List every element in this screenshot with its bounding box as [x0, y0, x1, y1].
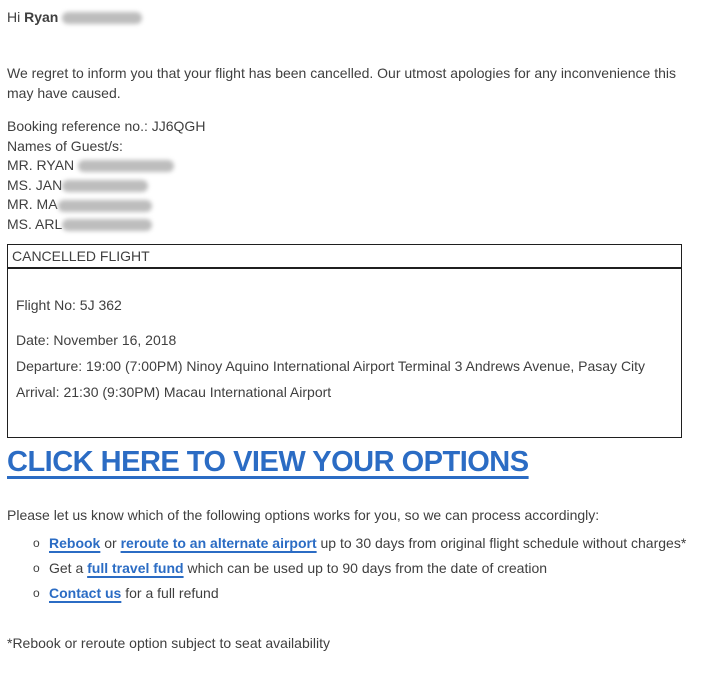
- flight-arrival: Arrival: 21:30 (9:30PM) Macau International Airport: [16, 383, 332, 400]
- redacted-name: [62, 12, 142, 24]
- option-item-travel-fund: [7, 558, 716, 578]
- option-text: [49, 533, 697, 553]
- options-intro: Please let us know which of the following options works for you, so we can process accordingly:: [7, 506, 600, 523]
- guest-name: MS. ARL: [7, 215, 63, 232]
- greeting-prefix: Hi: [7, 9, 21, 25]
- guest-name: MR. MA: [7, 196, 58, 213]
- greeting: [7, 7, 716, 27]
- option-text-fragment: Get a: [49, 559, 88, 576]
- options-list: [7, 533, 716, 603]
- option-text-fragment: or: [100, 534, 121, 551]
- intro-paragraph: We regret to inform you that your flight has been cancelled. Our utmost apologies for any inconvenience this may have caused.: [7, 65, 676, 101]
- redacted-name: [78, 160, 174, 172]
- option-text: [49, 558, 697, 578]
- option-text-fragment: which can be used up to 90 days from the date of creation: [183, 559, 548, 576]
- option-item-rebook: [7, 533, 716, 553]
- guest-name: MR. RYAN: [7, 157, 75, 174]
- option-text-fragment: for a full refund: [121, 584, 219, 601]
- bullet-icon: o: [33, 585, 40, 600]
- bullet-icon: o: [33, 560, 40, 575]
- flight-departure: Departure: 19:00 (7:00PM) Ninoy Aquino International Airport Terminal 3 Andrews Avenue, Pasay City: [16, 357, 646, 374]
- travel-fund-link[interactable]: full travel fund: [87, 559, 184, 576]
- view-options-link[interactable]: CLICK HERE TO VIEW YOUR OPTIONS: [7, 445, 529, 478]
- redacted-name: [58, 200, 152, 212]
- guest-row: [7, 156, 716, 176]
- redacted-name: [62, 219, 152, 231]
- rebook-link[interactable]: Rebook: [49, 534, 101, 551]
- greeting-name: Ryan: [24, 9, 59, 25]
- guest-row: [7, 176, 716, 196]
- bullet-icon: o: [33, 535, 40, 550]
- redacted-name: [62, 180, 148, 192]
- flight-number: Flight No: 5J 362: [16, 296, 122, 313]
- reroute-link[interactable]: reroute to an alternate airport: [120, 534, 317, 551]
- guest-row: [7, 215, 716, 235]
- footnote: *Rebook or reroute option subject to seat availability: [7, 634, 330, 651]
- cancelled-flight-header: CANCELLED FLIGHT: [8, 245, 681, 269]
- option-text: [49, 583, 697, 603]
- view-options-link-row: [7, 444, 716, 484]
- option-item-refund: [7, 583, 716, 603]
- contact-us-link[interactable]: Contact us: [49, 584, 122, 601]
- cancelled-flight-table: [7, 244, 682, 438]
- guest-name: MS. JAN: [7, 176, 63, 193]
- guest-row: [7, 195, 716, 215]
- cancelled-flight-details: [8, 269, 681, 437]
- guests-label: Names of Guest/s:: [7, 137, 123, 154]
- option-text-fragment: up to 30 days from original flight schedule without charges*: [316, 534, 687, 551]
- flight-date: Date: November 16, 2018: [16, 331, 177, 348]
- booking-info: [7, 117, 716, 235]
- booking-reference: Booking reference no.: JJ6QGH: [7, 118, 206, 134]
